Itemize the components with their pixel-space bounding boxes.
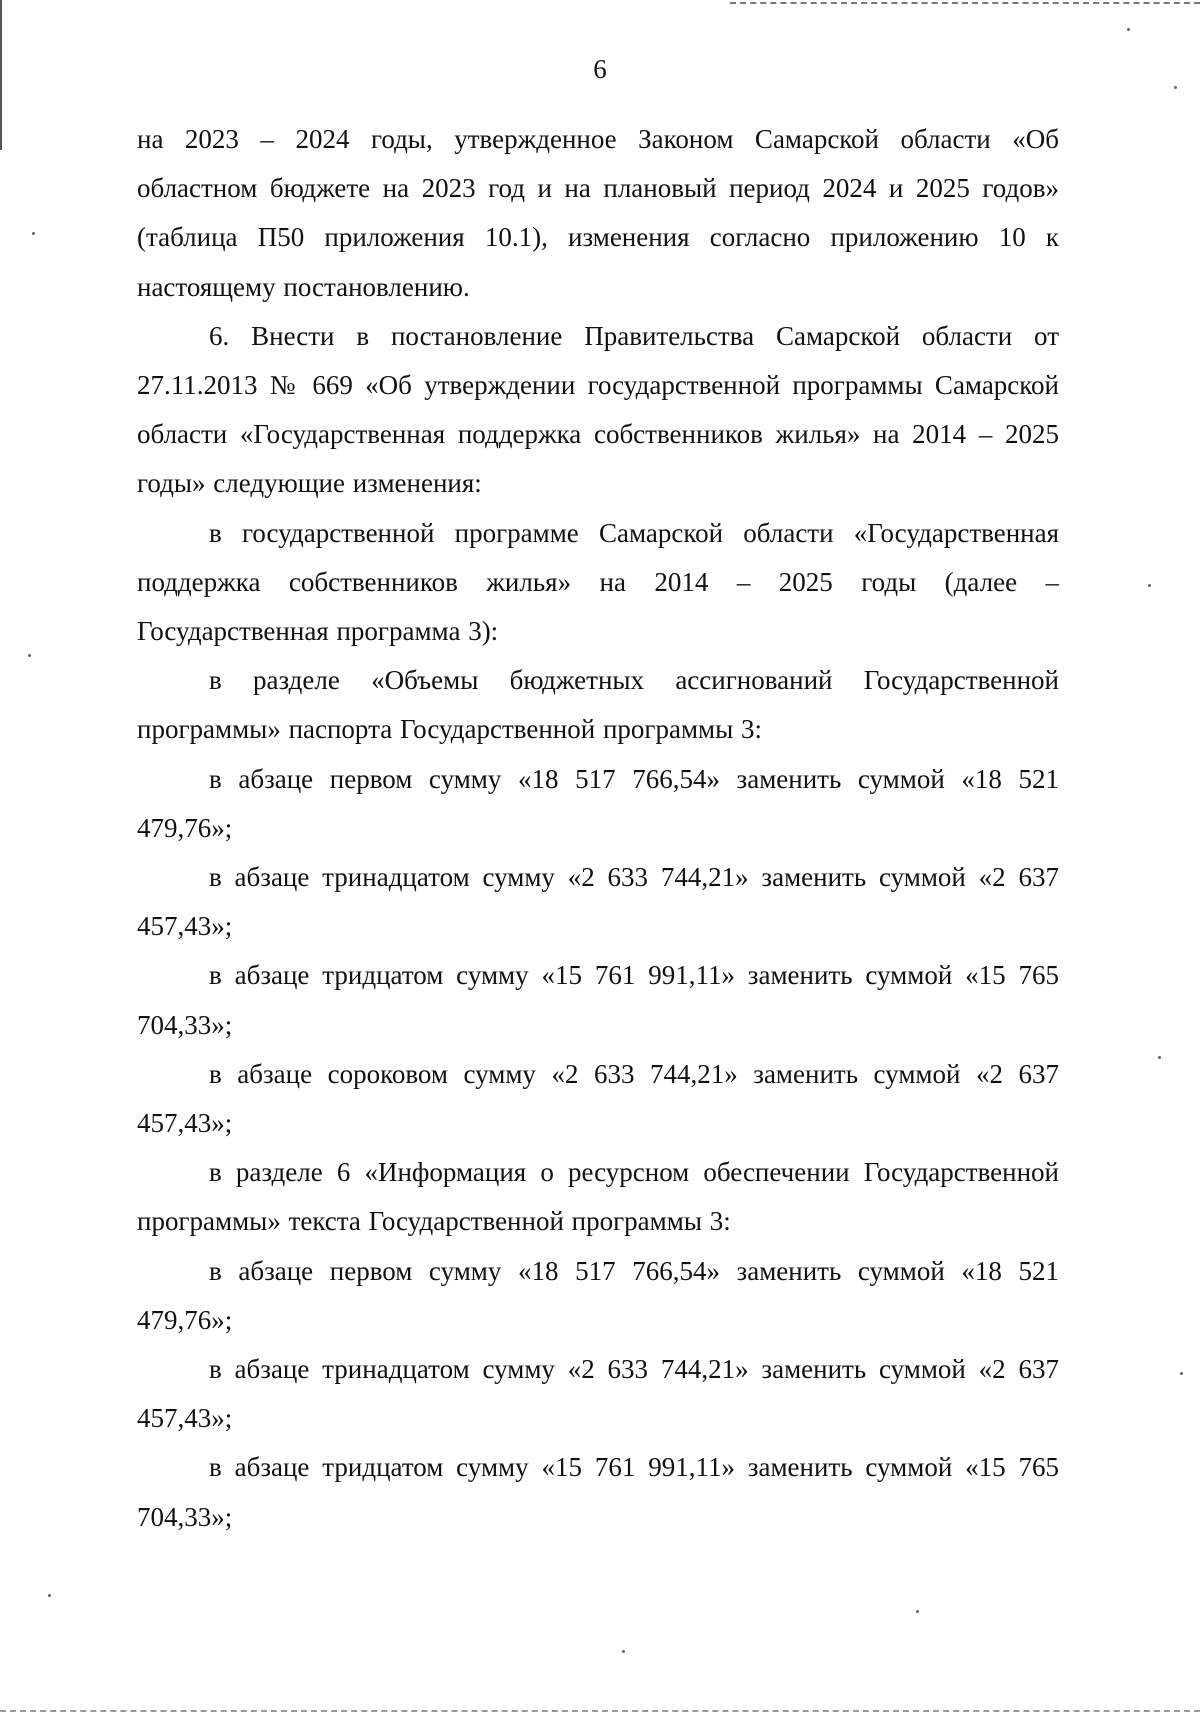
scan-speck [28,654,31,657]
scan-speck [32,232,35,235]
scan-speck [1174,86,1177,89]
paragraph-amount-change: в абзаце тринадцатом сумму «2 633 744,21» заменить суммой «2 637 457,43»; [137,1354,1059,1434]
scan-speck [916,1610,919,1613]
page-number: 6 [593,54,607,84]
scan-speck [1180,1372,1183,1375]
scan-speck [48,1594,51,1597]
document-body [137,115,1059,1542]
scan-edge-top [730,2,1200,4]
paragraph-amount-change: в абзаце первом сумму «18 517 766,54» заменить суммой «18 521 479,76»; [137,1255,1059,1335]
paragraph-section-6: в разделе 6 «Информация о ресурсном обеспечении Государственной программы» текста Государственной программы 3: [137,1157,1059,1237]
paragraph-item-6: 6. Внести в постановление Правительства Самарской области от 27.11.2013 № 669 «Об утверждении государственной программы Самарской области «Государственная поддержка собственников жилья» на 2014 – 2025 годы» следующие изменения: [137,320,1059,499]
paragraph-continuation: на 2023 – 2024 годы, утвержденное Законом Самарской области «Об областном бюджете на 2023 год и на плановый период 2024 и 2025 годов» (таблица П50 приложения 10.1), изменения согласно приложению 10 к настоящему постановлению. [137,124,1059,302]
paragraph-section-passport: в разделе «Объемы бюджетных ассигнований Государственной программы» паспорта Государственной программы 3: [137,665,1059,745]
scan-speck [1148,584,1151,587]
scan-speck [1127,28,1130,31]
paragraph-amount-change: в абзаце тридцатом сумму «15 761 991,11» заменить суммой «15 765 704,33»; [137,1452,1059,1532]
scan-speck [622,1650,625,1653]
paragraph-amount-change: в абзаце первом сумму «18 517 766,54» заменить суммой «18 521 479,76»; [137,763,1059,843]
scan-speck [1158,1056,1161,1059]
paragraph-amount-change: в абзаце сороковом сумму «2 633 744,21» заменить суммой «2 637 457,43»; [137,1058,1059,1139]
paragraph-program-3: в государственной программе Самарской области «Государственная поддержка собственников жилья» на 2014 – 2025 годы (далее – Государственная программа 3): [137,517,1059,647]
paragraph-amount-change: в абзаце тринадцатом сумму «2 633 744,21» заменить суммой «2 637 457,43»; [137,862,1059,942]
paragraph-amount-change: в абзаце тридцатом сумму «15 761 991,11» заменить суммой «15 765 704,33»; [137,960,1059,1040]
scan-edge-bottom [0,1710,1200,1712]
